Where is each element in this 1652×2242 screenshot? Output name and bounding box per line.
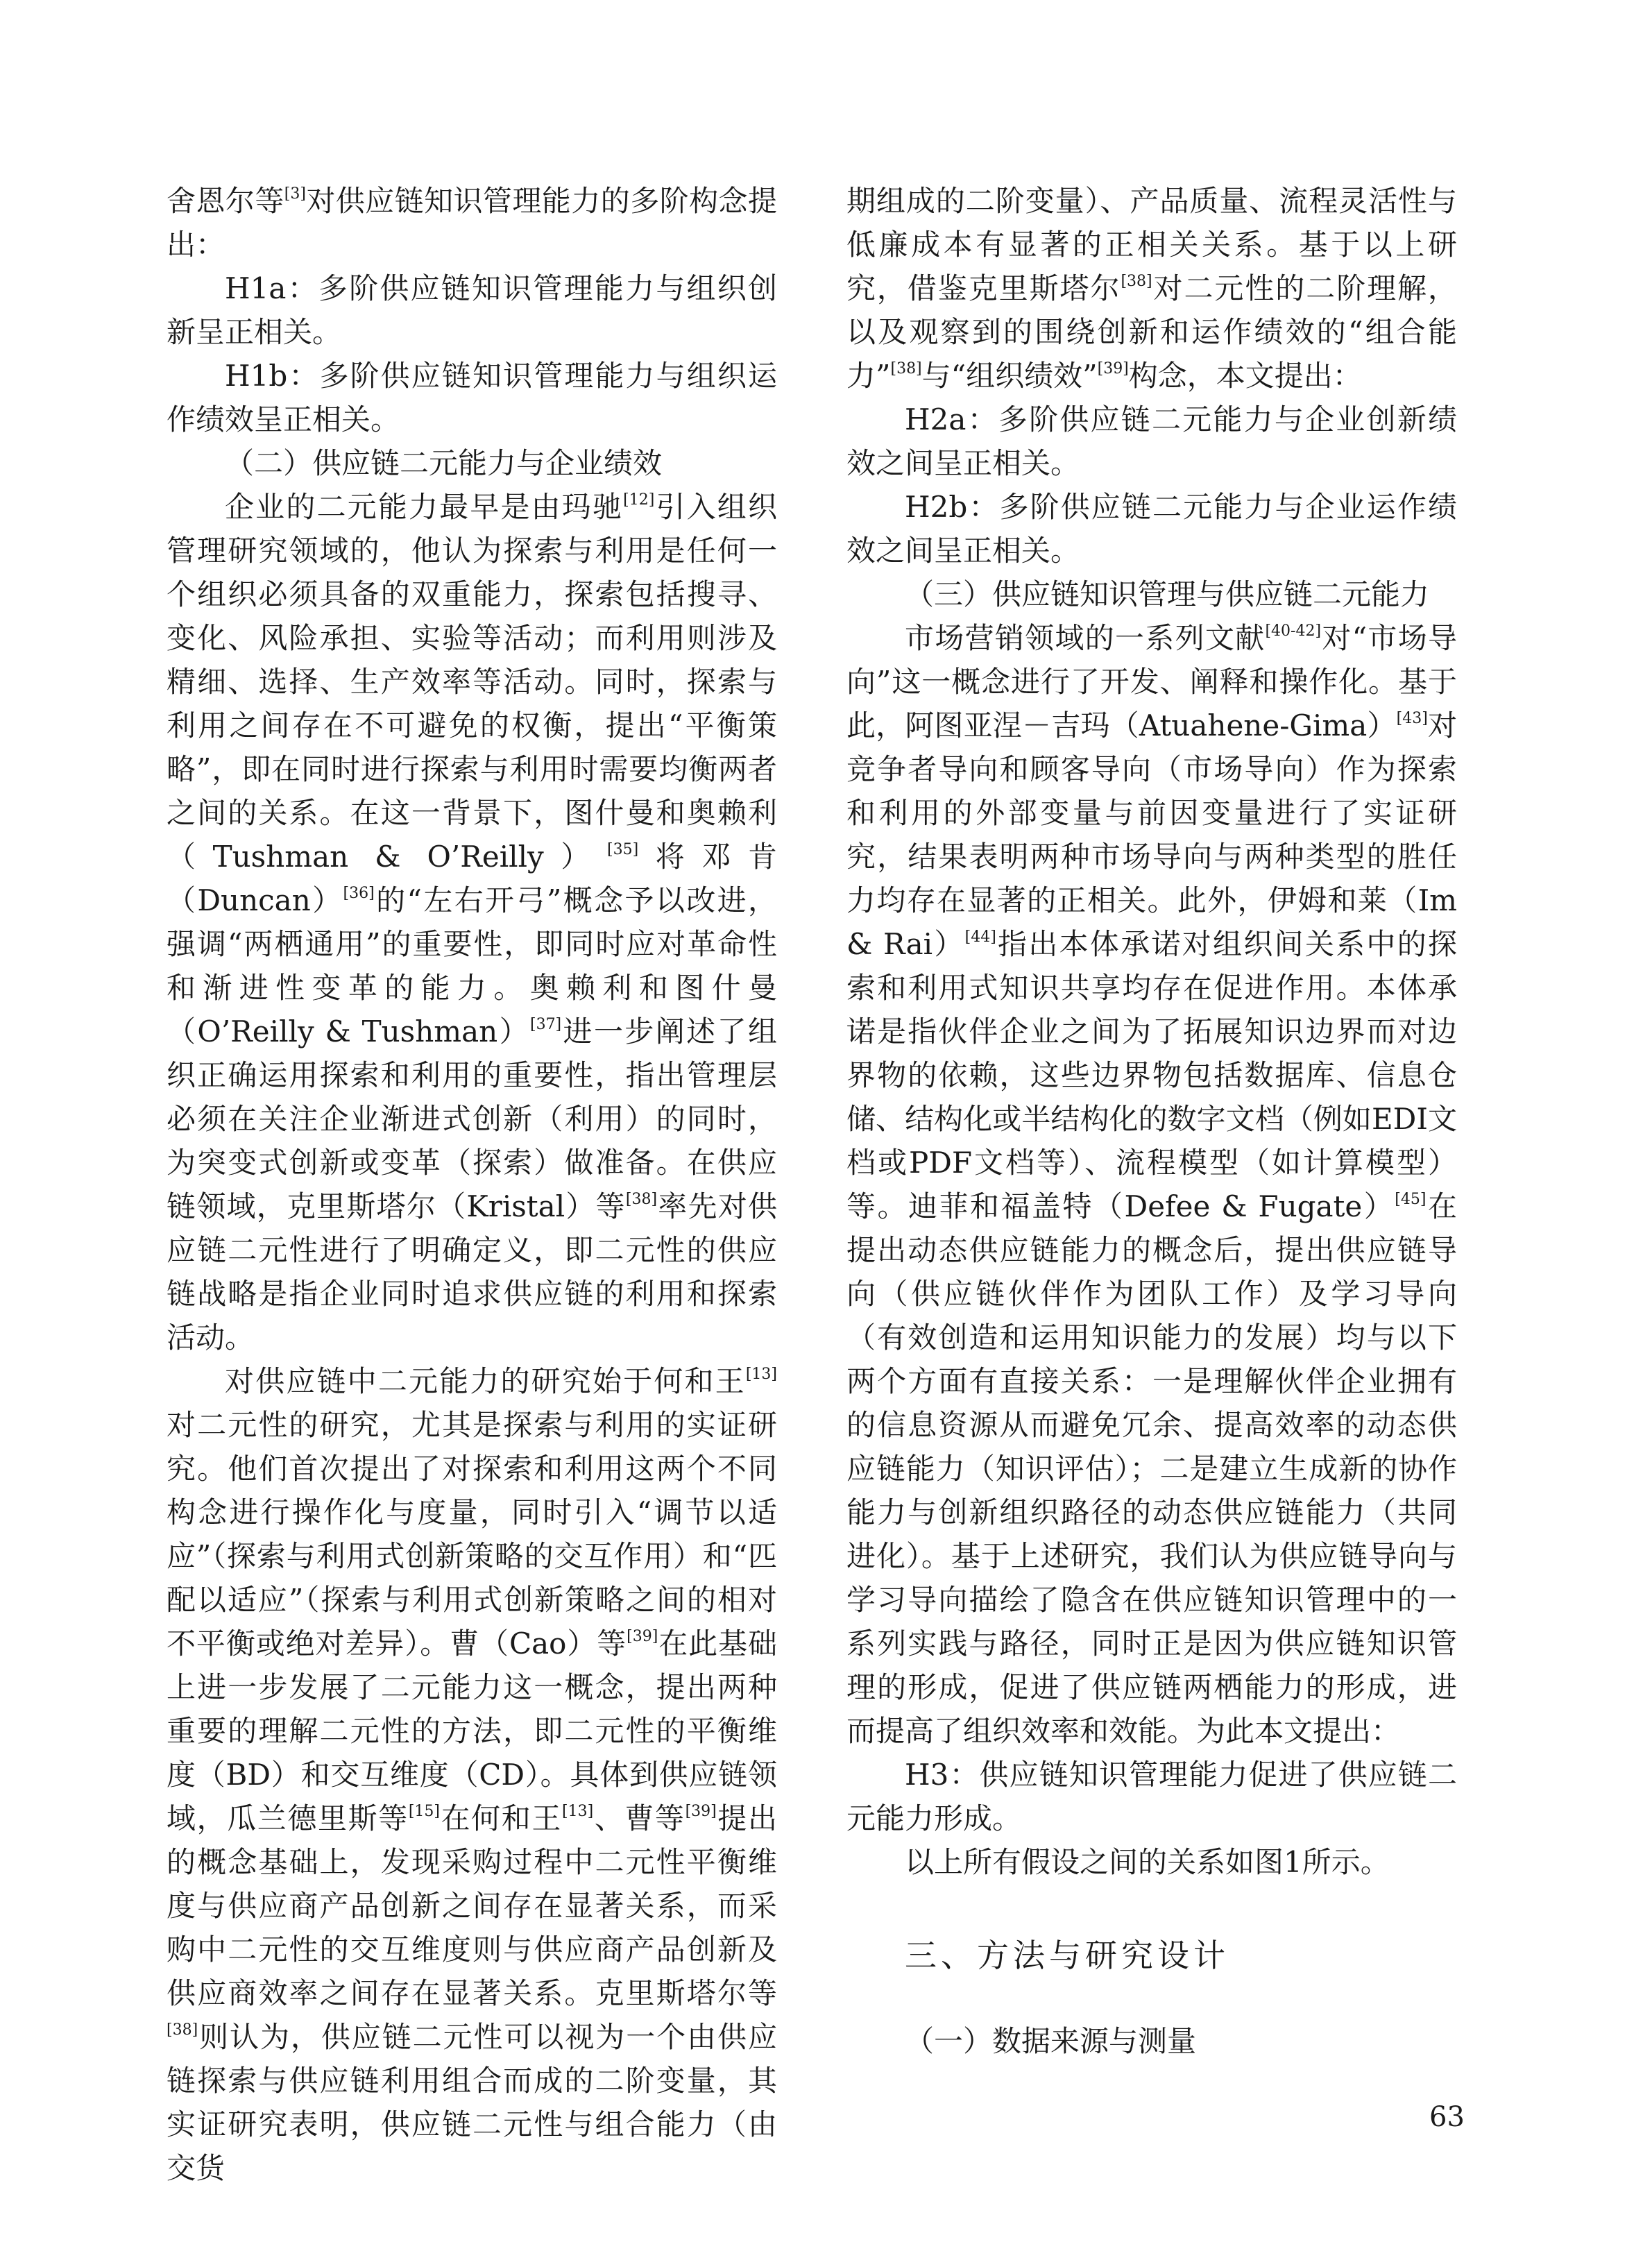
left-column [167,179,777,2190]
right-column [846,179,1457,2063]
citation: [39] [627,1628,658,1645]
paragraph-continued: 期组成的二阶变量）、产品质量、流程灵活性与低廉成本有显著的正相关关系。基于以上研究，借鉴克里斯塔尔[38]对二元性的二阶理解，以及观察到的围绕创新和运作绩效的“组合能力”[38]与“组织绩效”[39]构念，本文提出： [846,184,1457,393]
hypothesis-h1a: H1a：多阶供应链知识管理能力与组织创新呈正相关。 [167,271,777,349]
citation: [38] [625,1191,658,1208]
citation: [39] [685,1803,717,1820]
citation: [45] [1395,1191,1427,1208]
hypothesis-h3: H3：供应链知识管理能力促进了供应链二元能力形成。 [846,1758,1457,1835]
paragraph-intro: 舍恩尔等[3]对供应链知识管理能力的多阶构念提出： [167,184,777,262]
paragraph-supply-chain-ambidexterity: 对供应链中二元能力的研究始于何和王[13]对二元性的研究，尤其是探索与利用的实证研究。他们首次提出了对探索和利用这两个不同构念进行操作化与度量，同时引入“调节以适应”（探索与利用式创新策略的交互作用）和“匹配以适应”（探索与利用式创新策略之间的相对不平衡或绝对差异）。曹（Cao）等[39]在此基础上进一步发展了二元能力这一概念，提出两种重要的理解二元性的方法，即二元性的平衡维度（BD）和交互维度（CD）。具体到供应链领域，瓜兰德里斯等[15]在何和王[13]、曹等[39]提出的概念基础上，发现采购过程中二元性平衡维度与供应商产品创新之间存在显著关系，而采购中二元性的交互维度则与供应商产品创新及供应商效率之间存在显著关系。克里斯塔尔等[38]则认为，供应链二元性可以视为一个由供应链探索与供应链利用组合而成的二阶变量，其实证研究表明，供应链二元性与组合能力（由交货 [167,1364,777,2185]
citation: [44] [964,928,996,946]
citation: [13] [745,1366,777,1383]
hypothesis-h1b: H1b：多阶供应链知识管理能力与组织运作绩效呈正相关。 [167,359,777,436]
citation: [12] [623,491,655,509]
citation: [39] [1097,360,1129,377]
citation: [36] [343,885,375,902]
citation: [3] [284,185,306,203]
paragraph-figure-reference: 以上所有假设之间的关系如图1所示。 [905,1845,1390,1879]
citation: [40-42] [1265,622,1322,640]
subsection-title: （一）数据来源与测量 [905,2024,1197,2058]
page-number: 63 [1429,2101,1465,2133]
citation: [13] [562,1803,594,1820]
paragraph-ambidexterity: 企业的二元能力最早是由玛驰[12]引入组织管理研究领域的，他认为探索与利用是任何一个组织必须具备的双重能力，探索包括搜寻、变化、风险承担、实验等活动；而利用则涉及精细、选择、生产效率等活动。同时，探索与利用之间存在不可避免的权衡，提出“平衡策略”，即在同时进行探索与利用时需要均衡两者之间的关系。在这一背景下，图什曼和奥赖利（Tushman & O’Reilly）[35]将邓肯（Duncan）[36]的“左右开弓”概念予以改进，强调“两栖通用”的重要性，即同时应对革命性和渐进性变革的能力。奥赖利和图什曼（O’Reilly & Tushman）[37]进一步阐述了组织正确运用探索和利用的重要性，指出管理层必须在关注企业渐进式创新（利用）的同时，为突变式创新或变革（探索）做准备。在供应链领域，克里斯塔尔（Kristal）等[38]率先对供应链二元性进行了明确定义，即二元性的供应链战略是指企业同时追求供应链的利用和探索活动。 [167,490,777,1354]
citation: [37] [529,1016,562,1033]
citation: [15] [408,1803,440,1820]
citation: [38] [1121,273,1152,290]
paragraph-knowledge-management: 市场营销领域的一系列文献[40-42]对“市场导向”这一概念进行了开发、阐释和操作化。基于此，阿图亚涅－吉玛（Atuahene-Gima）[43]对竞争者导向和顾客导向（市场导向）作为探索和利用的外部变量与前因变量进行了实证研究，结果表明两种市场导向与两种类型的胜任力均存在显著的正相关。此外，伊姆和莱（Im & Rai）[44]指出本体承诺对组织间关系中的探索和利用式知识共享均存在促进作用。本体承诺是指伙伴企业之间为了拓展知识边界而对边界物的依赖，这些边界物包括数据库、信息仓储、结构化或半结构化的数字文档（例如EDI文档或PDF文档等）、流程模型（如计算模型）等。迪菲和福盖特（Defee & Fugate）[45]在提出动态供应链能力的概念后，提出供应链导向（供应链伙伴作为团队工作）及学习导向（有效创造和运用知识能力的发展）均与以下两个方面有直接关系：一是理解伙伴企业拥有的信息资源从而避免冗余、提高效率的动态供应链能力（知识评估）；二是建立生成新的协作能力与创新组织路径的动态供应链能力（共同进化）。基于上述研究，我们认为供应链导向与学习导向描绘了隐含在供应链知识管理中的一系列实践与路径，同时正是因为供应链知识管理的形成，促进了供应链两栖能力的形成，进而提高了组织效率和效能。为此本文提出： [846,621,1457,1748]
hypothesis-h2a: H2a：多阶供应链二元能力与企业创新绩效之间呈正相关。 [846,402,1457,480]
subheading-2: （二）供应链二元能力与企业绩效 [225,446,663,480]
subheading-3: （三）供应链知识管理与供应链二元能力 [905,577,1430,611]
citation: [38] [890,360,922,377]
section-title: 三、方法与研究设计 [905,1937,1229,1974]
hypothesis-h2b: H2b：多阶供应链二元能力与企业运作绩效之间呈正相关。 [846,490,1457,568]
citation: [38] [167,2021,198,2039]
citation: [43] [1396,710,1428,727]
citation: [35] [607,841,639,858]
